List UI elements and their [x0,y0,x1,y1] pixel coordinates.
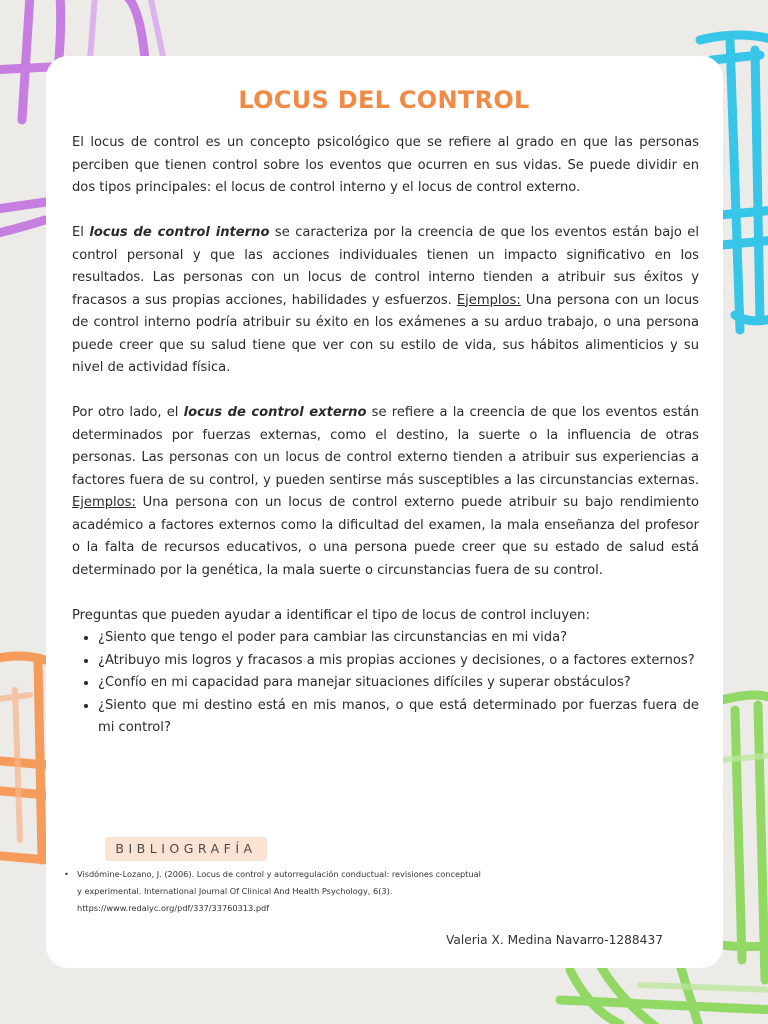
questions-list [72,627,699,740]
reference-url: https://www.redalyc.org/pdf/337/33760313.pdf [77,903,270,913]
list-item: • ¿Siento que mi destino está en mis manos, o que está determinado por fuerzas fuera de mi control? [98,695,699,740]
list-item: • ¿Atribuyo mis logros y fracasos a mis propias acciones y decisiones, o a factores externos? [98,650,699,673]
orange-scribble-decoration [0,656,48,860]
reference-line: Visdómine-Lozano, J. (2006). Locus de control y autorregulación conductual: revisiones conceptual [77,869,481,879]
bibliography-heading: BIBLIOGRAFÍA [105,837,267,861]
external-locus-term: locus de control externo [183,405,367,420]
bullet-icon: • [64,869,69,879]
page-title: LOCUS DEL CONTROL [238,86,530,114]
questions-intro: Preguntas que pueden ayudar a identificar el tipo de locus de control incluyen: [72,607,590,623]
internal-examples-label: Ejemplos: [456,292,521,308]
author-signature: Valeria X. Medina Navarro-1288437 [446,933,663,947]
internal-locus-term: locus de control interno [89,225,270,240]
internal-locus-paragraph: El locus de control interno se caracteriza por la creencia de que los eventos están bajo el control personal y que las acciones individuales tienen un impacto significativo en los resultados. Las personas con un locus de control interno tienden a atribuir sus éxitos y fracasos a sus propias acciones, habilidades y esfuerzos. Ejemplos: Una persona con un locus de control interno podría atribuir su éxito en los exámenes a su arduo trabajo, o una persona puede creer que su salud tiene que ver con su estilo de vida, sus hábitos alimenticios y su nivel de actividad física. [72,225,699,375]
external-locus-paragraph: Por otro lado, el locus de control externo se refiere a la creencia de que los eventos están determinados por fuerzas externas, como el destino, la suerte o la influencia de otras personas. Las personas con un locus de control externo tienden a atribuir sus experiencias a factores fuera de su control, y pueden sentirse más susceptibles a las circunstancias externas. Ejemplos: Una persona con un locus de control externo puede atribuir su bajo rendimiento académico a factores externos como la dificultad del examen, la mala enseñanza del profesor o la falta de recursos educativos, o una persona puede creer que su estado de salud está determinado por la genética, la mala suerte o circunstancias fuera de su control. [72,405,699,578]
reference-line: y experimental. International Journal Of Clinical And Health Psychology, 6(3). [77,886,393,896]
document-body [72,132,699,740]
bibliography-entry [64,866,544,917]
list-item: • ¿Confío en mi capacidad para manejar situaciones difíciles y superar obstáculos? [98,672,699,695]
list-item: • ¿Siento que tengo el poder para cambiar las circunstancias en mi vida? [98,627,699,650]
intro-paragraph: El locus de control es un concepto psicológico que se refiere al grado en que las personas perciben que tienen control sobre los eventos que ocurren en sus vidas. Se puede dividir en dos tipos principales: el locus de control interno y el locus de control externo. [72,135,699,195]
external-examples-label: Ejemplos: [72,495,136,510]
